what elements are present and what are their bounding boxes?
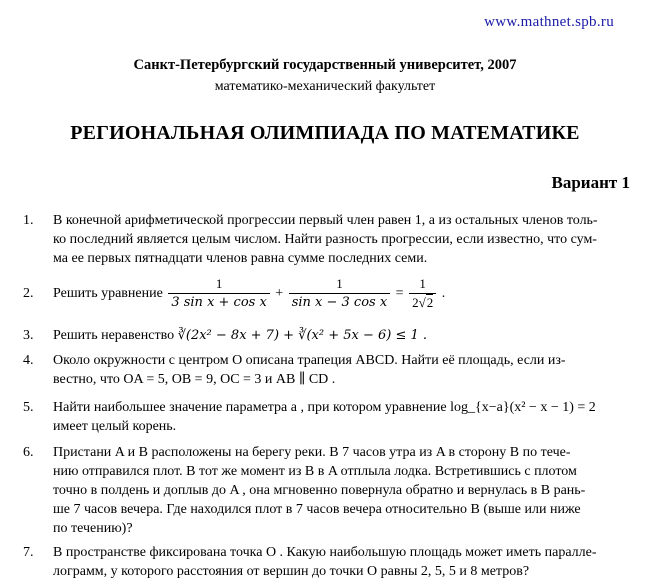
- problem-text-line: ма ее первых пятнадцати членов равна сумме последних семи.: [53, 251, 428, 266]
- fraction-numerator: 1: [168, 275, 269, 294]
- problem-text-line: ко последний является целым числом. Найти разность прогрессии, если известно, что сум-: [53, 232, 597, 247]
- problem-number: 4.: [23, 353, 34, 368]
- problem-text-line: вестно, что OA = 5, OB = 9, OC = 3 и AB ∥ CD .: [53, 372, 336, 387]
- problem-number: 6.: [23, 445, 34, 460]
- problem-text-line: ше 7 часов вечера. Где находился плот в 7 часов вечера относительно B (выше или ниже: [53, 502, 581, 517]
- problem-number: 2.: [23, 286, 34, 301]
- inequality-expression: ∛(2x² − 8x + 7) + ∛(x² + 5x − 6) ≤ 1 .: [177, 328, 428, 343]
- problem-number: 3.: [23, 328, 34, 343]
- variant-label: Вариант 1: [551, 173, 630, 192]
- problem-text: Решить неравенство: [53, 328, 175, 343]
- site-url-link[interactable]: www.mathnet.spb.ru: [484, 14, 614, 30]
- coefficient: 2: [412, 295, 419, 310]
- problem-number: 1.: [23, 213, 34, 228]
- problem-text-line: нию отправился плот. В тот же момент из B в A отплыла лодка. Встретившись с плотом: [53, 464, 577, 479]
- problem-text-line: имеет целый корень.: [53, 419, 177, 434]
- problem-text-line: лограмм, у которого расстояния от вершин до точки O равны 2, 5, 5 и 8 метров?: [53, 564, 530, 579]
- problem-text-line: Найти наибольшее значение параметра a , при котором уравнение log_{x−a}(x² − x − 1) = 2: [53, 400, 596, 415]
- period: .: [441, 286, 446, 301]
- problem-text-line: Около окружности с центром O описана трапеция ABCD. Найти её площадь, если из-: [53, 353, 566, 368]
- fraction-numerator: 1: [409, 275, 436, 294]
- fraction-denominator: sin x − 3 cos x: [291, 295, 388, 310]
- faculty-heading: математико-механический факультет: [214, 79, 436, 94]
- problem-text-line: Пристани A и B расположены на берегу реки. В 7 часов утра из A в сторону B по тече-: [53, 445, 571, 460]
- problem-text-line: по течению)?: [53, 521, 133, 536]
- fraction-numerator: 1: [289, 275, 390, 294]
- problem-text-line: В пространстве фиксирована точка O . Какую наибольшую площадь может иметь паралле-: [53, 545, 597, 560]
- olympiad-title: РЕГИОНАЛЬНАЯ ОЛИМПИАДА ПО МАТЕМАТИКЕ: [70, 122, 580, 144]
- problem-number: 7.: [23, 545, 34, 560]
- radicand: 2: [426, 295, 434, 310]
- problem-text-line: точно в полдень и доплыв до A , она мгновенно повернула обратно и вернулась в B рань-: [53, 483, 586, 498]
- problem-text-line: В конечной арифметической прогрессии первый член равен 1, а из остальных членов толь-: [53, 213, 598, 228]
- fraction-1: [168, 275, 269, 312]
- equals-sign: =: [395, 286, 404, 301]
- university-heading: Санкт-Петербургский государственный университет, 2007: [133, 57, 517, 73]
- problem-text: Решить уравнение: [53, 286, 163, 301]
- fraction-denominator: 2√2: [412, 295, 434, 310]
- fraction-denominator: 3 sin x + cos x: [171, 295, 267, 310]
- problem-number: 5.: [23, 400, 34, 415]
- plus-sign: +: [275, 286, 284, 301]
- fraction-2: [289, 275, 390, 312]
- fraction-3: [409, 275, 436, 312]
